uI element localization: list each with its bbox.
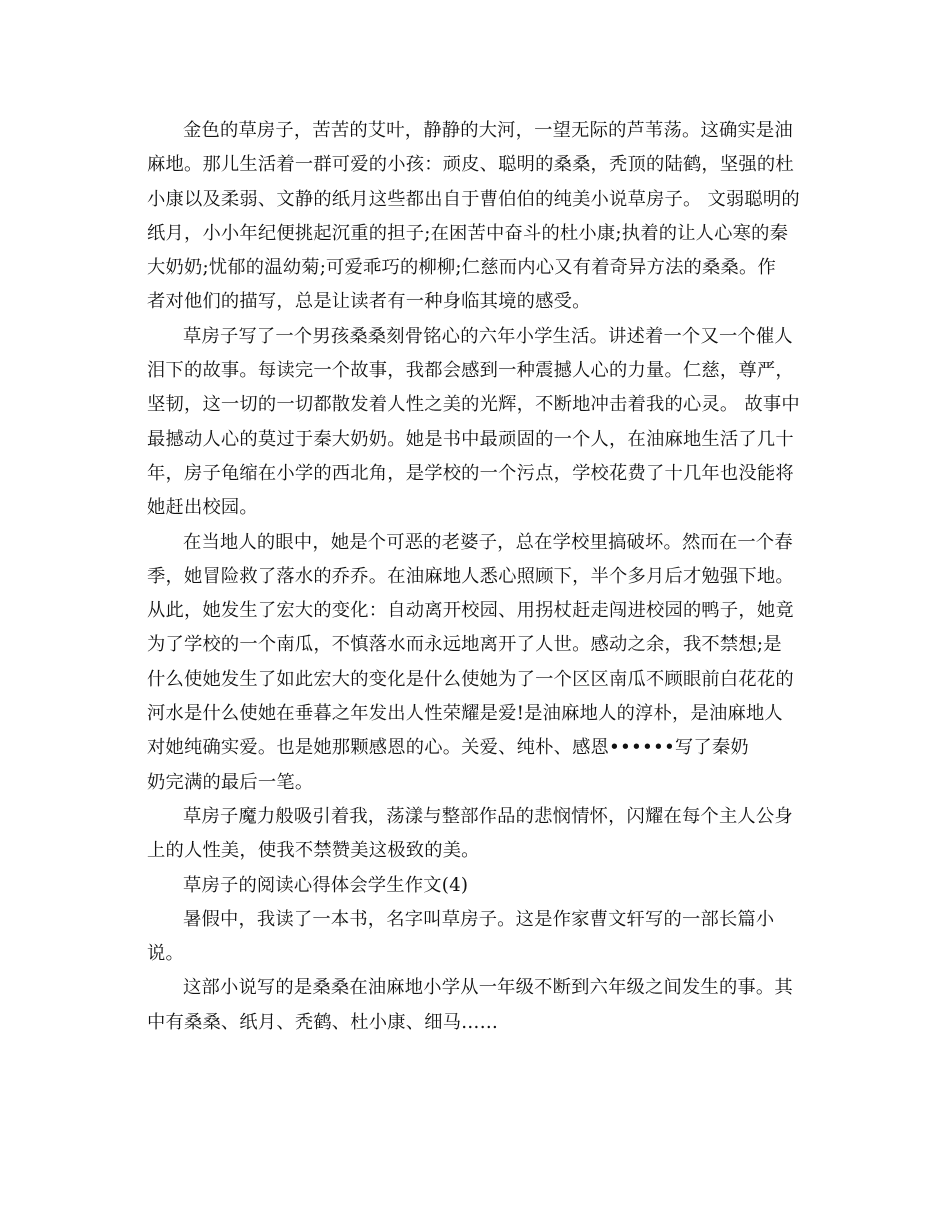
text-line: 说。: [147, 943, 184, 965]
text-line: 季，她冒险救了落水的乔乔。在油麻地人悉心照顾下，半个多月后才勉强下地。: [147, 565, 794, 587]
text-line: 泪下的故事。每读完一个故事，我都会感到一种震撼人心的力量。仁慈，尊严，: [147, 360, 794, 382]
text-line: 坚韧，这一切的一切都散发着人性之美的光辉，不断地冲击着我的心灵。 故事中: [147, 394, 800, 416]
paragraph-6: [147, 971, 807, 1040]
text-line: 中有桑桑、纸月、秃鹤、杜小康、细马……: [147, 1011, 499, 1033]
text-line: 对她纯确实爱。也是她那颗感恩的心。关爱、纯朴、感恩••••••写了秦奶: [147, 737, 749, 759]
text-line: 为了学校的一个南瓜，不慎落水而永远地离开了人世。感动之余，我不禁想;是: [147, 634, 782, 656]
text-line: 年，房子龟缩在小学的西北角，是学校的一个污点，学校花费了十几年也没能将: [147, 462, 794, 484]
text-line: 金色的草房子，苦苦的艾叶，静静的大河，一望无际的芦苇荡。这确实是油: [183, 120, 793, 141]
text-line: 大奶奶;忧郁的温幼菊;可爱乖巧的柳柳;仁慈而内心又有着奇异方法的桑桑。作: [147, 257, 776, 279]
paragraph-3: [147, 526, 807, 800]
text-line: 纸月，小小年纪便挑起沉重的担子;在困苦中奋斗的杜小康;执着的让人心寒的秦: [147, 222, 789, 244]
text-line: 奶完满的最后一笔。: [147, 771, 314, 793]
text-line: 这部小说写的是桑桑在油麻地小学从一年级不断到六年级之间发生的事。其: [183, 977, 793, 999]
section-heading: [147, 869, 807, 903]
paragraph-5: [147, 903, 807, 972]
text-line: 什么使她发生了如此宏大的变化是什么使她为了一个区区南瓜不顾眼前白花花的: [147, 668, 794, 690]
text-line: 从此，她发生了宏大的变化：自动离开校园、用拐杖赶走闯进校园的鸭子，她竟: [147, 600, 794, 622]
text-line: 暑假中，我读了一本书，名字叫草房子。这是作家曹文轩写的一部长篇小: [183, 908, 775, 930]
text-line: 麻地。那儿生活着一群可爱的小孩：顽皮、聪明的桑桑，秃顶的陆鹤，坚强的杜: [147, 154, 794, 176]
text-line: 者对他们的描写，总是让读者有一种身临其境的感受。: [147, 291, 591, 313]
text-line: 草房子魔力般吸引着我，荡漾与整部作品的悲悯情怀，闪耀在每个主人公身: [183, 805, 793, 827]
paragraph-2: [147, 320, 807, 526]
text-line: 草房子写了一个男孩桑桑刻骨铭心的六年小学生活。讲述着一个又一个催人: [183, 325, 793, 347]
essay-title: 草房子的阅读心得体会学生作文(4): [183, 874, 469, 896]
text-line: 河水是什么使她在垂暮之年发出人性荣耀是爱!是油麻地人的淳朴，是油麻地人: [147, 703, 783, 725]
text-line: 她赶出校园。: [147, 497, 258, 519]
paragraph-1: [147, 114, 807, 320]
paragraph-4: [147, 800, 807, 869]
text-line: 小康以及柔弱、文静的纸月这些都出自于曹伯伯的纯美小说草房子。 文弱聪明的: [147, 188, 800, 210]
document-body: [147, 114, 807, 1040]
text-line: 上的人性美，使我不禁赞美这极致的美。: [147, 840, 480, 862]
text-line: 最撼动人心的莫过于秦大奶奶。她是书中最顽固的一个人，在油麻地生活了几十: [147, 428, 794, 450]
text-line: 在当地人的眼中，她是个可恶的老婆子，总在学校里搞破坏。然而在一个春: [183, 531, 793, 553]
